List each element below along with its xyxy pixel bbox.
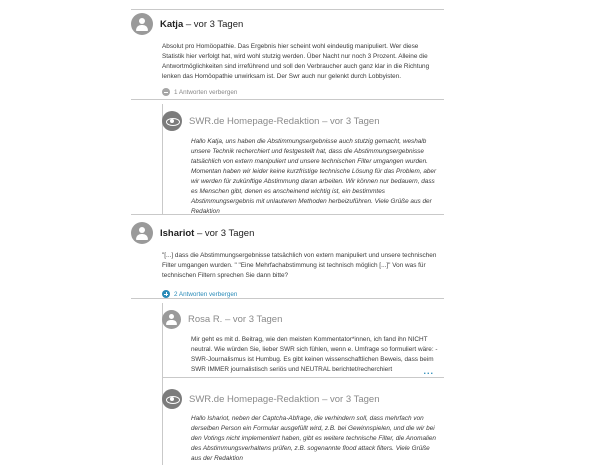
reply-author (188, 314, 282, 325)
plus-circle-icon (162, 290, 170, 298)
reply (162, 308, 444, 375)
author-name: Katja (160, 18, 184, 30)
hide-replies-button[interactable] (162, 290, 444, 298)
reply-header (162, 388, 444, 410)
reply-author (189, 116, 379, 127)
author-name: Rosa R. (188, 313, 223, 325)
divider (131, 9, 444, 10)
author-name: SWR.de Homepage-Redaktion (189, 115, 320, 127)
reply-text: Mir geht es mit d. Beitrag, wie den meisten Kommentator*innen, ich fand ihn NICHT neutral. Wie würden Sie, lieber SWR sich fühlen, wenn e. Umfrage so formuliert wäre: - SWR-Journalismus ist Humbug. Es gibt keinen wissenschaftlichen Beweis, dass beim SWR IMMER journalistisch seriös und NEUTRAL berichtet/recherchiert (191, 336, 438, 373)
reply-age: – vor 3 Tagen (224, 313, 283, 325)
minus-circle-icon (162, 88, 170, 96)
divider (131, 298, 444, 299)
author-name: SWR.de Homepage-Redaktion (189, 393, 320, 405)
reply-header (162, 110, 444, 132)
reply-header (162, 308, 444, 330)
divider (162, 377, 444, 378)
comment-author (160, 19, 243, 30)
reply-age: – vor 3 Tagen (322, 115, 380, 127)
comment-age: – vor 3 Tagen (196, 227, 255, 239)
hide-replies-label: 1 Antworten verbergen (174, 88, 238, 96)
comment-author (160, 228, 254, 239)
user-avatar-icon (131, 222, 153, 244)
comment (131, 222, 444, 298)
comment-age: – vor 3 Tagen (185, 18, 244, 30)
comment-text: "[...] dass die Abstimmungsergebnisse tatsächlich von extern manipuliert und unsere technischen Filter umgangen wurden. " "Eine Mehrfachabstimmung ist technisch möglich [...]" Von was für technischen Filtern sprechen Sie dann bitte? (162, 252, 437, 279)
reply-author (189, 394, 379, 405)
reply (162, 110, 444, 217)
comment-text: Absolut pro Homöopathie. Das Ergebnis hier scheint wohl eindeutig manipuliert. Wer diese Statistik hier verfolgt hat, wird wohl stutzig werden. Über Nacht nur noch 3 Prozent. Alleine die Antwortmöglichkeiten sind irreführend und soll den Verbraucher auch ganz klar in die Richtung lenken das Homöopathie unwirksam ist. Der Swr auch nur gelenkt durch Lobbyisten. (162, 43, 430, 80)
hide-replies-label: 2 Antworten verbergen (174, 290, 238, 298)
comment (131, 13, 444, 96)
author-name: Ishariot (160, 227, 195, 239)
hide-replies-button[interactable] (162, 88, 444, 96)
reply-text: Hallo Ishariot, neben der Captcha-Abfrage, die verhindern soll, dass mehrfach von derselben Person ein Formular ausgefüllt wird, z.B. bei Gewinnspielen, und die wir bei den Votings nicht implementiert haben, gibt es weitere technische Filter, die Anomalien des Abstimmungsverhaltens prüfen, z.B. sogenannte flood attack filters. Viele Grüße aus der Redaktion (191, 415, 436, 462)
reply-age: – vor 3 Tagen (322, 393, 380, 405)
reply-body (162, 335, 444, 375)
reply (162, 388, 444, 464)
user-avatar-icon (162, 310, 181, 329)
read-more-button[interactable]: ... (420, 366, 434, 376)
comment-header (131, 13, 444, 35)
eye-icon (162, 111, 182, 131)
user-avatar-icon (131, 13, 153, 35)
divider (131, 99, 444, 100)
eye-icon (162, 389, 182, 409)
reply-text: Hallo Katja, uns haben die Abstimmungsergebnisse auch stutzig gemacht, weshalb unsere Technik recherchiert und festgestellt hat, dass die Abstimmungsergebnisse tatsächlich von extern manipuliert und unsere technischen Filter umgangen wurden. Momentan haben wir leider keine kurzfristige technische Lösung für das Problem, aber wir werden für zukünftige Abstimmung daran arbeiten. Wir können nur bedauern, dass es Menschen gibt, denen es anscheinend wichtig ist, ein bestimmtes Abstimmungsergebnis mit unlauteren Methoden herbeizuführen. Viele Grüße aus der Redaktion (191, 138, 437, 215)
comment-header (131, 222, 444, 244)
